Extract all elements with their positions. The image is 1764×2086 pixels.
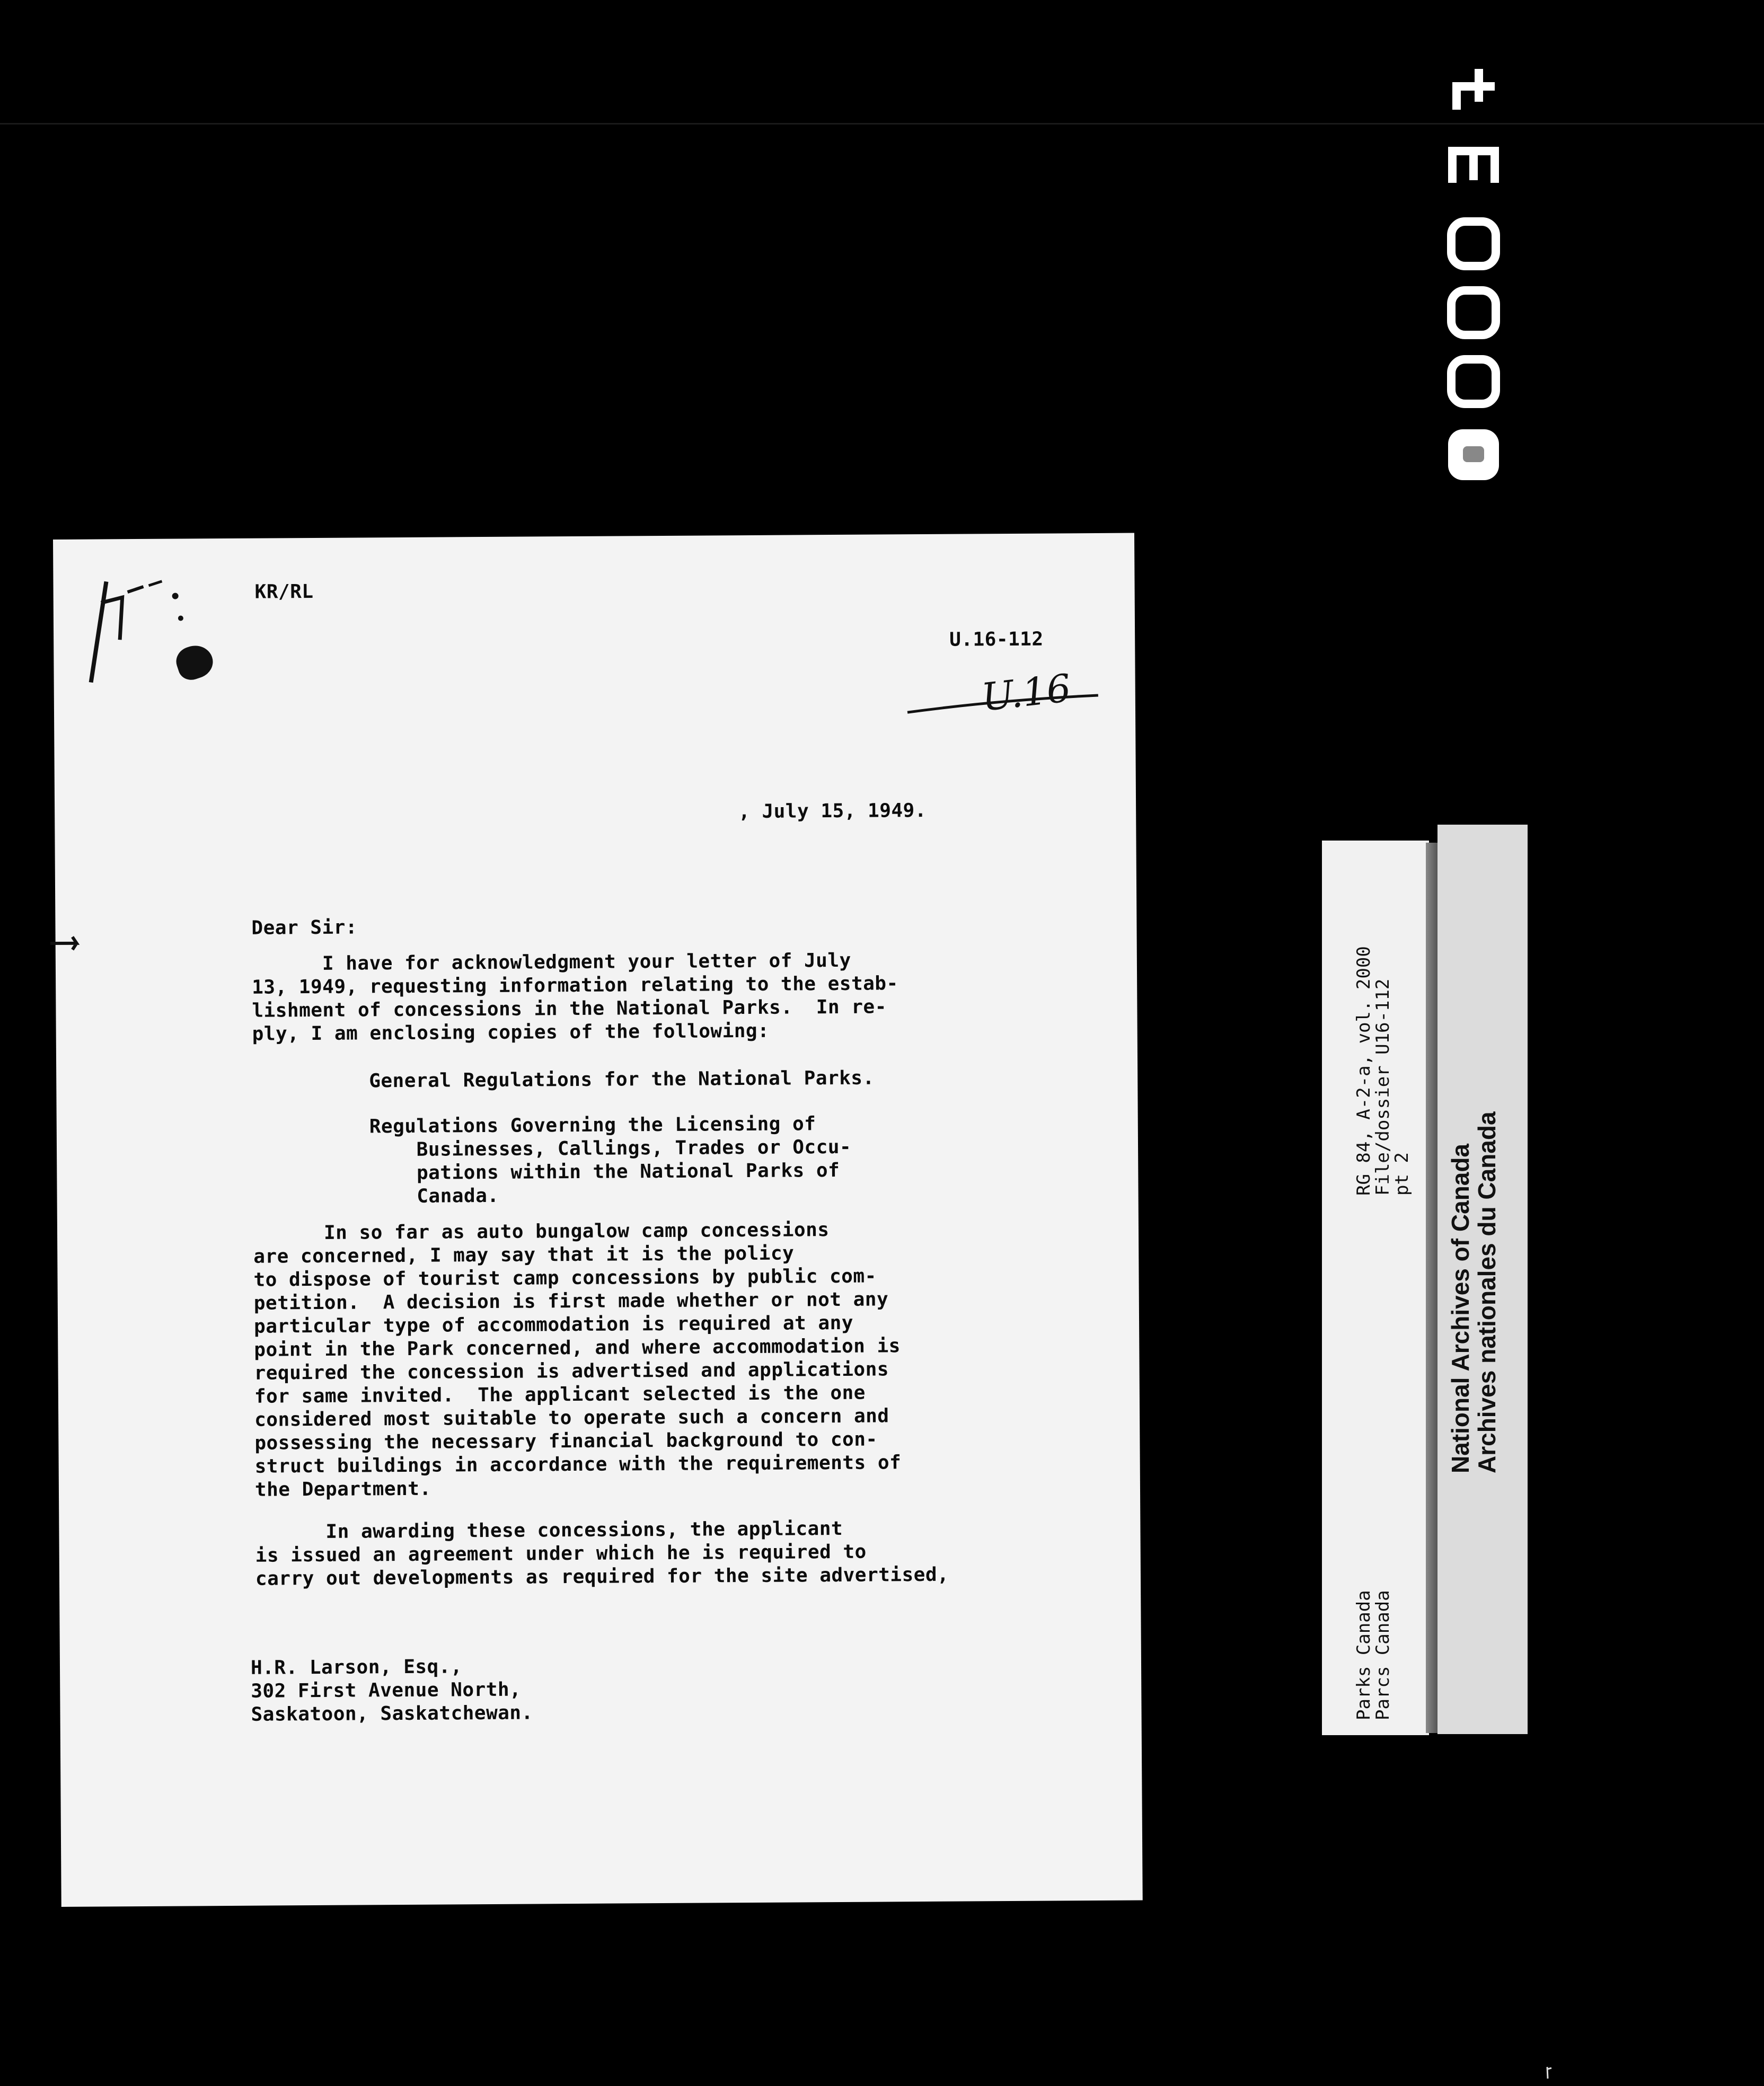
frame-digit bbox=[1451, 222, 1496, 266]
paragraph-line: I have for acknowledgment your letter of July bbox=[251, 949, 851, 975]
archives-name-en: National Archives of Canada bbox=[1447, 1143, 1474, 1473]
agency-name-en: Parks Canada bbox=[1353, 1590, 1374, 1720]
paragraph-line: point in the Park concerned, and where accommodation is bbox=[254, 1335, 901, 1361]
file-reference: U.16-112 bbox=[949, 628, 1044, 651]
addressee-line: Saskatoon, Saskatchewan. bbox=[251, 1702, 533, 1726]
archive-reference-line: pt 2 bbox=[1391, 1152, 1413, 1196]
paragraph-line: carry out developments as required for the site advertised, bbox=[255, 1563, 949, 1590]
paragraph-line: In awarding these concessions, the applicant bbox=[255, 1517, 843, 1543]
paragraph-line: to dispose of tourist camp concessions by public com- bbox=[253, 1265, 877, 1291]
letter-date: , July 15, 1949. bbox=[738, 799, 927, 823]
paragraph-line: are concerned, I may say that it is the policy bbox=[253, 1242, 795, 1268]
paragraph-line: 13, 1949, requesting information relating to the estab- bbox=[252, 973, 898, 998]
frame-digit bbox=[1452, 151, 1495, 183]
paragraph-line: for same invited. The applicant selected is the one bbox=[254, 1382, 866, 1408]
enclosure-item: Regulations Governing the Licensing of Businesses, Callings, Trades or Occu- pations within the National Parks of Canada. bbox=[369, 1113, 852, 1208]
paragraph-line: is issued an agreement under which he is required to bbox=[255, 1541, 867, 1567]
paragraph-line: petition. A decision is first made whether or not any bbox=[253, 1288, 889, 1314]
frame-digit bbox=[1452, 69, 1495, 110]
archives-name-fr: Archives nationales du Canada bbox=[1473, 1111, 1501, 1473]
paragraph-line: possessing the necessary financial background to con- bbox=[254, 1428, 878, 1454]
paragraph-line: the Department. bbox=[254, 1478, 431, 1501]
handwritten-file-reference: U.16 bbox=[979, 665, 1073, 720]
agency-name-fr: Parcs Canada bbox=[1372, 1590, 1393, 1720]
paragraph-line: particular type of accommodation is required at any bbox=[253, 1312, 854, 1338]
paragraph-line: struct buildings in accordance with the requirements of bbox=[254, 1452, 902, 1478]
film-speck bbox=[1546, 2066, 1553, 2080]
frame-number-digits bbox=[1431, 69, 1511, 641]
letter-page bbox=[53, 533, 1143, 1907]
archive-reference-line: RG 84, A-2-a, vol. 2000 bbox=[1353, 946, 1374, 1196]
paragraph-line: required the concession is advertised and applications bbox=[254, 1358, 889, 1384]
enclosure-item: General Regulations for the National Parks. bbox=[369, 1067, 875, 1092]
paragraph-line: ply, I am enclosing copies of the following: bbox=[252, 1020, 770, 1045]
archive-reference-line: File/dossier U16-112 bbox=[1372, 978, 1393, 1196]
salutation: Dear Sir: bbox=[251, 916, 358, 939]
initials-reference: KR/RL bbox=[254, 580, 314, 603]
paragraph-line: In so far as auto bungalow camp concessions bbox=[253, 1219, 830, 1244]
label-shadow bbox=[1426, 843, 1437, 1733]
addressee-line: H.R. Larson, Esq., bbox=[250, 1656, 463, 1679]
frame-number bbox=[1431, 69, 1511, 641]
archive-reference-label bbox=[1322, 841, 1429, 1735]
frame-digit bbox=[1451, 359, 1496, 404]
archives-name-label bbox=[1437, 825, 1528, 1734]
paragraph-line: considered most suitable to operate such a concern and bbox=[254, 1405, 889, 1431]
addressee-line: 302 First Avenue North, bbox=[251, 1678, 522, 1702]
frame-digit bbox=[1451, 290, 1496, 335]
margin-mark bbox=[50, 933, 87, 954]
paragraph-line: lishment of concessions in the National Parks. In re- bbox=[252, 996, 887, 1022]
